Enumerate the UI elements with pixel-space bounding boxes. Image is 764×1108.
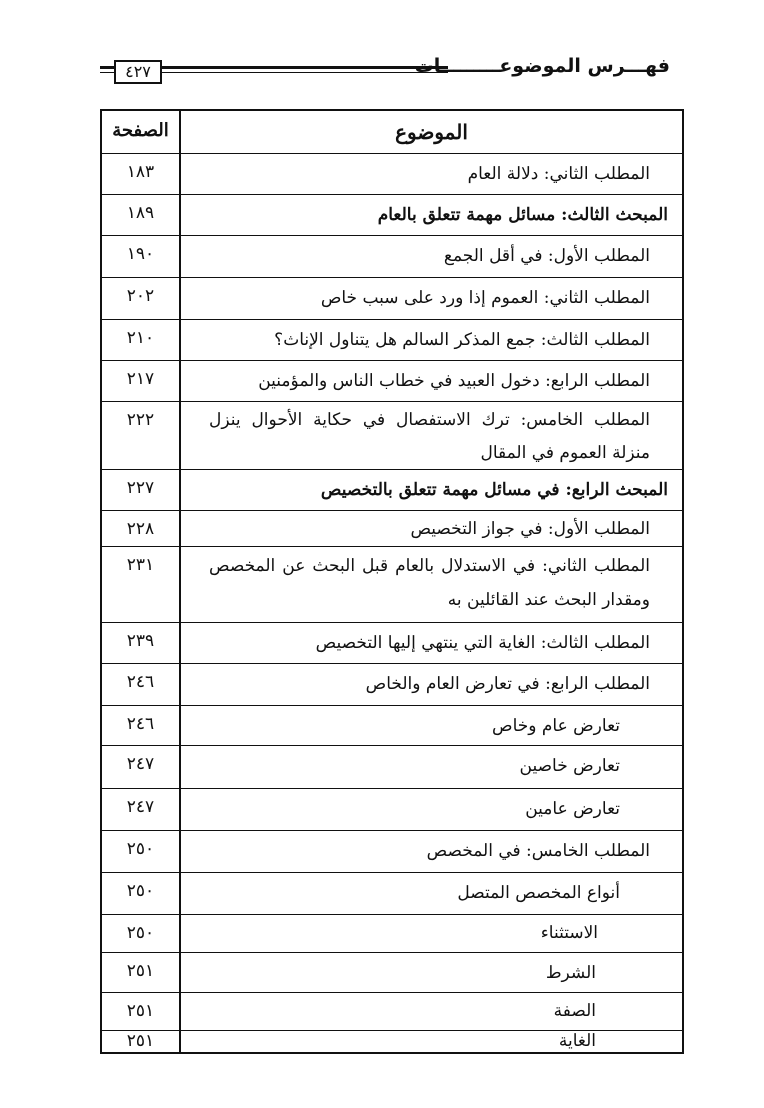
table-row — [102, 831, 682, 873]
table-row — [102, 511, 682, 547]
page-cell: ١٨٩ — [126, 203, 155, 223]
table-header-row — [102, 111, 682, 154]
topic-cell: الاستثناء — [540, 923, 598, 943]
header-rule — [162, 66, 448, 69]
page-cell: ٢١٧ — [126, 369, 155, 389]
topic-cell: المبحث الثالث: مسائل مهمة تتعلق بالعام — [377, 205, 668, 225]
table-row — [102, 402, 682, 470]
table-row — [102, 236, 682, 278]
topic-cell: المطلب الثالث: الغاية التي ينتهي إليها التخصيص — [315, 633, 650, 653]
topic-cell: المطلب الثالث: جمع المذكر السالم هل يتناول الإناث؟ — [274, 330, 650, 350]
topic-cell: الصفة — [553, 1001, 596, 1021]
page-cell: ٢١٠ — [126, 328, 155, 348]
running-title: فهـــرس الموضوعـــــــــات — [414, 55, 670, 77]
page-cell: ٢٢٨ — [126, 519, 155, 539]
page-cell: ٢٣١ — [126, 555, 155, 575]
page-header — [100, 48, 678, 88]
topic-cell: تعارض عامين — [525, 799, 620, 819]
page-cell: ٢٥٠ — [126, 839, 155, 859]
table-row — [102, 706, 682, 746]
table-row — [102, 873, 682, 915]
table-row — [102, 278, 682, 320]
table-row — [102, 154, 682, 195]
topic-cell: الغاية — [558, 1031, 596, 1051]
header-rule — [100, 66, 114, 69]
table-row — [102, 746, 682, 789]
page-cell: ٢٥٠ — [126, 923, 155, 943]
table-row — [102, 1031, 682, 1052]
topic-cell: تعارض عام وخاص — [492, 716, 620, 736]
header-rule — [100, 72, 114, 73]
topic-cell: الشرط — [545, 963, 596, 983]
topic-cell: المطلب الخامس: ترك الاستفصال في حكاية الأحوال ينزل منزلة العموم في المقال — [209, 410, 650, 463]
table-row — [102, 547, 682, 623]
page-cell: ٢٠٢ — [126, 286, 155, 306]
page-cell: ٢٤٧ — [126, 754, 155, 774]
table-row — [102, 993, 682, 1031]
page-cell: ٢٥٠ — [126, 881, 155, 901]
topic-cell: المطلب الرابع: في تعارض العام والخاص — [365, 674, 650, 694]
table-row — [102, 789, 682, 831]
table-row — [102, 664, 682, 706]
topic-cell: المطلب الثاني: العموم إذا ورد على سبب خاص — [320, 288, 650, 308]
page-number: ٤٢٧ — [114, 60, 162, 84]
table-row — [102, 953, 682, 993]
toc-table — [100, 109, 684, 1054]
table-row — [102, 915, 682, 953]
page-cell: ٢٢٢ — [126, 410, 155, 430]
page-cell: ١٩٠ — [126, 244, 155, 264]
table-row — [102, 320, 682, 361]
page-cell: ٢٤٦ — [126, 672, 155, 692]
table-row — [102, 195, 682, 236]
topic-cell: تعارض خاصين — [519, 756, 620, 776]
table-row — [102, 361, 682, 402]
header-rule — [162, 72, 448, 73]
column-header-topic: الموضوع — [395, 120, 468, 144]
page-cell: ٢٤٧ — [126, 797, 155, 817]
topic-cell: المطلب الأول: في أقل الجمع — [443, 246, 650, 266]
table-row — [102, 623, 682, 664]
topic-cell: المطلب الخامس: في المخصص — [426, 841, 650, 861]
topic-cell: أنواع المخصص المتصل — [457, 883, 620, 903]
page-cell: ٢٥١ — [126, 1031, 155, 1051]
page-cell: ٢٥١ — [126, 961, 155, 981]
page-cell: ٢٣٩ — [126, 631, 155, 651]
page-cell: ٢٢٧ — [126, 478, 155, 498]
topic-cell: المطلب الأول: في جواز التخصيص — [410, 519, 650, 539]
topic-cell: المبحث الرابع: في مسائل مهمة تتعلق بالتخصيص — [320, 480, 668, 500]
page-cell: ٢٤٦ — [126, 714, 155, 734]
topic-cell: المطلب الثاني: في الاستدلال بالعام قبل البحث عن المخصص ومقدار البحث عند القائلين به — [209, 556, 650, 610]
table-row — [102, 470, 682, 511]
topic-cell: المطلب الرابع: دخول العبيد في خطاب الناس والمؤمنين — [258, 371, 650, 391]
page-cell: ١٨٣ — [126, 162, 155, 182]
page-cell: ٢٥١ — [126, 1001, 155, 1021]
column-header-page: الصفحة — [112, 120, 169, 141]
topic-cell: المطلب الثاني: دلالة العام — [467, 164, 650, 184]
